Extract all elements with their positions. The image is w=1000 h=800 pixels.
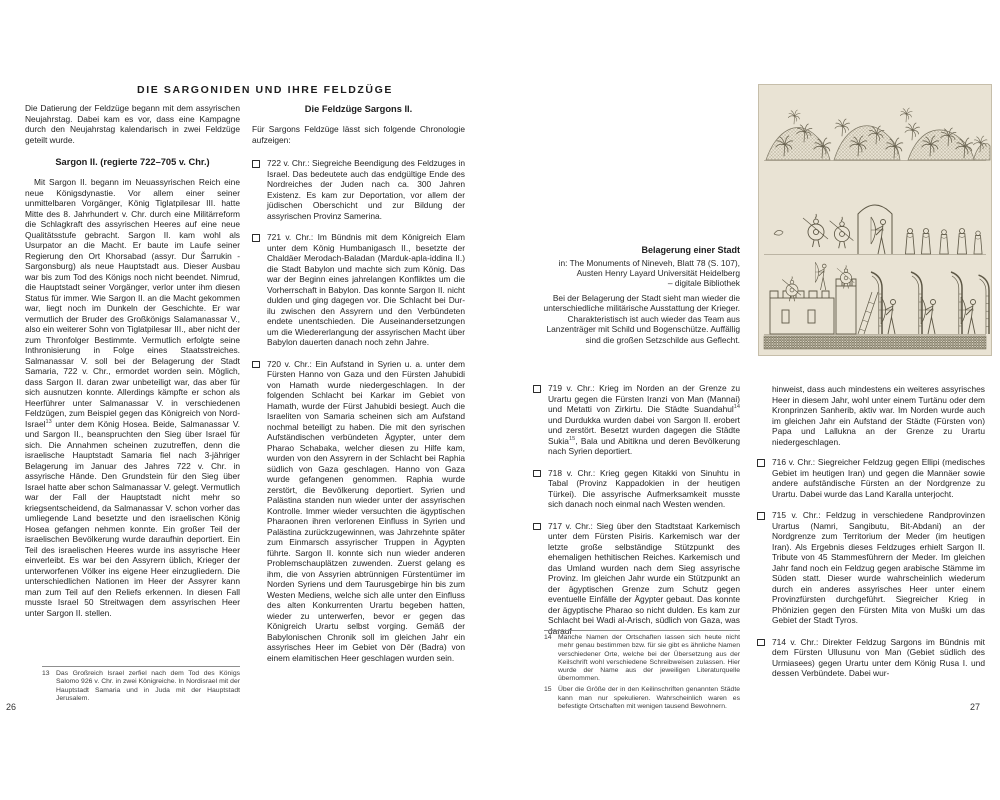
square-bullet-icon xyxy=(757,639,765,647)
entry-721 xyxy=(252,232,465,348)
square-bullet-icon xyxy=(533,523,541,531)
left-column-2 xyxy=(252,104,465,663)
square-bullet-icon xyxy=(757,459,765,467)
square-bullet-icon xyxy=(757,512,765,520)
footnote-number: 14 xyxy=(544,634,552,641)
entry-719-part1: 719 v. Chr.: Krieg im Norden an der Grenze zu Urartu gegen die Fürsten Iranzi von Man (Mannai) und Metatti von Zirkirtu. Die Städte Suandahul xyxy=(548,383,740,414)
siege-relief-illustration xyxy=(758,84,992,356)
intro-paragraph: Die Datierung der Feldzüge begann mit dem assyrischen Neujahrstag. Dabei kam es vor, dass eine Kampagne durch den Neujahrstag kalendarisch in zwei Feldzüge geteilt wurde. xyxy=(25,103,240,145)
footnote-number: 13 xyxy=(42,670,50,677)
footnote-number: 15 xyxy=(544,686,552,694)
square-bullet-icon xyxy=(533,470,541,478)
square-bullet-icon xyxy=(533,385,541,393)
caption-title: Belagerung einer Stadt xyxy=(641,245,740,255)
entry-716 xyxy=(757,457,985,499)
footnotes-right xyxy=(544,630,740,714)
caption-body: Bei der Belagerung der Stadt sieht man wieder die unterschiedliche militärische Ausstattung der Krieger. Charakteristisch ist auch wieder das Team aus Lanzenträger mit Schild und Bogenschütze. Auffällig sind die großen Setzschilde aus Geflecht. xyxy=(543,292,740,345)
caption-source-line-3: – digitale Bibliothek xyxy=(667,278,740,289)
entry-718 xyxy=(533,468,740,510)
entry-714-text: 714 v. Chr.: Direkter Feldzug Sargons im Bündnis mit dem Fürsten Ullusunu von Man (Gebiet südlich des Urmiasees) gegen Urartu unter dem König Rusa I. und dessen Verbündete. Dabei wur- xyxy=(772,636,985,678)
footnote-text: Über die Größe der in den Keilinschriften genannten Städte kann man nur spekulieren. Wahrscheinlich waren es befestigte Ortschaften mit wenigen tausend Bewohnern. xyxy=(558,686,740,710)
footnote-15 xyxy=(544,686,740,711)
square-bullet-icon xyxy=(252,160,260,168)
chronology-intro: Für Sargons Feldzüge lässt sich folgende Chronologie aufzeigen: xyxy=(252,124,465,145)
entry-719-text xyxy=(548,383,740,457)
page-number-left: 26 xyxy=(6,702,17,712)
entry-715-text: 715 v. Chr.: Feldzug in verschiedene Randprovinzen Urartus (Namri, Sangibutu, Bit-Abdani) an der Nordgrenze zum Territorium der Meder (im heutigen Iran). Als Ergebnis dieses Feldzuges erhielt Sargon II. Tribute von 45 Stammesführern der Meder. Im gleichen Jahr fand noch ein Feldzug gegen arabische Stämme im Süden statt. Dieser wurde wahrscheinlich wiederum durch ein anderes assyrisches Heer unter einem Provinzfürsten durchgeführt. Siegreicher Krieg in Phönizien gegen den Fürsten Mita von Muški um das Gebiet der Stadt Tyros. xyxy=(772,510,985,625)
right-column-1 xyxy=(533,383,740,636)
entry-715 xyxy=(757,510,985,626)
sargon-body-paragraph xyxy=(25,177,240,618)
body-text-part1: Mit Sargon II. begann im Neuassyrischen Reich eine neue Königsdynastie. Vor allem einer seiner unmittelbaren Vorgänger, König Tiglatpilesar III. hatte Mitte des 8. Jahrhundert v. Chr. durch eine Militärreform die Schlagkraft des assyrischen Heeres auf eine neue Qualitätsstufe gebracht. Sargon II. kam wohl als Usurpator an die Macht. Er baute im Laufe seiner Regierung den Ort Khorsabad (assyr. Dur Šarrukin -Sargonsburg) als neue Hauptstadt aus. Dieser Ausbau war bis zum Tod des Königs noch nicht beendet. Nimrud, die Hauptstadt seiner Vorgänger, verlor unter ihm diesen Status für immer. Wie Sargon II. an die Macht gekommen war, liegt noch im Dunkeln der Geschichte. Er war vermutlich der Bruder des Großkönigs Salamanassar V., also ein weiterer Sohn von Tiglatpilesar III., aber nicht der zum Thronfolger Bestimmte. Vermutlich erfolgte seine Inthronisierung in Folge eines Staatsstreiches. Salmanassar V. soll bei der Belagerung der Stadt Samaria, 722 v. Chr., ermordet worden sein. Möglich, dass Sargon II. daran zwar unbeteiligt war, das aber für sich ausnutzen konnte. Allerdings kämpfte er schon als Heerführer unter Salmanassar V. in verschiedenen Feldzügen, zum Beispiel gegen das Königreich von Nord-Israel xyxy=(25,177,240,429)
entry-719 xyxy=(533,383,740,457)
continuation-paragraph: hinweist, dass auch mindestens ein weiteres assyrisches Heer in diesem Jahr, wohl unter einem Turtänu oder dem Kronprinzen Sanherib, aktiv war. Im Norden wurde auch im gleichen Jahr ein Aufstand der Städte (Fürsten von) Papa und Lallukna an der Grenze zu Urartu niedergeschlagen. xyxy=(772,384,985,447)
entry-719-part3: , Bala und Abitikna und deren Bevölkerung nach Syrien deportiert. xyxy=(548,435,740,456)
entry-721-text: 721 v. Chr.: Im Bündnis mit dem Königreich Elam unter dem König Humbanigasch II., besetzte der Chaldäer Merodach-Baladan (Marduk-apla-iddina II.) die Stadt Babylon und machte sich zum König. Das war der Beginn eines jahrelangen Konfliktes um die Vorherrschaft in Babylon. Das konnte Sargon II. nicht dulden und ging dagegen vor. Die Schlacht bei Dur-ilu zwischen den Assyrern und den Verbündeten endete unentschieden. Die Auseinandersetzungen um die Wiedererlangung der assyrischen Macht über Babylon dauerten danach noch zehn Jahre. xyxy=(267,232,465,347)
footnote-text: Das Großreich Israel zerfiel nach dem Tod des Königs Salomo 926 v. Chr. in zwei Königreiche. In Nordisrael mit der Hauptstadt Samaria und in Juda mit der Hauptstadt Jerusalem. xyxy=(56,670,240,702)
entry-716-text: 716 v. Chr.: Siegreicher Feldzug gegen Ellipi (medisches Gebiet im heutigen Iran) und gegen die Mannäer sowie andere aufständische Fürsten an der Nordgrenze zu Urartu. Dabei wurde das Land Karalla unterjocht. xyxy=(772,457,985,499)
page-number-right: 27 xyxy=(970,702,981,712)
entry-714 xyxy=(757,637,985,679)
footnote-text: Manche Namen der Ortschaften lassen sich heute nicht mehr genau bestimmen bzw. für sie gibt es ähnliche Namen verschiedener Orte, welche bei der Übersetzung aus der Keilschrift wohl verschiedene Schreibweisen zulassen. Hier wurde der Name aus der jeweiligen Literaturquelle übernommen. xyxy=(558,634,740,683)
right-column-2 xyxy=(757,384,985,679)
entry-722 xyxy=(252,158,465,221)
entry-720-text: 720 v. Chr.: Ein Aufstand in Syrien u. a. unter dem Fürsten Hanno von Gaza und den Fürsten Jahubidi von Hamath wurde niedergeschlagen. In der folgenden Schlacht bei Karkar im Gebiet von Hamath, wurde der Fürst Jahubidi besiegt. Auch die Israeliten von Samaria scheinen sich am Aufstand nochmal beteiligt zu haben. Die mit den syrischen Aufständischen verbündeten Ägypter, unter dem Pharao Schabaka, welcher diesen zu Hilfe kam, wurden von den Assyrern in der Schlacht bei Raphia südlich von Gaza geschlagen. Hanno von Gaza wurde gefangenen genommen. Raphia wurde zerstört, die Bevölkerung deportiert. Syrien und Palästina standen nun wieder unter der assyrischen Kontrolle. Immer wieder versuchten die ägyptischen Pharaonen ihren verlorenen Einfluss in Syrien und Palästina zurückzugewinnen, was Jahrzehnte später zum Einmarsch assyrischer Truppen in Ägypten führte. Sargon II. konnte sich nun wieder anderen Problemschauplätzen zuwenden. Zuerst gelang es ihm, die von Assyrien abtrünnigen Fürstentümer im Norden Syriens und dem Taurusgebirge hin bis zum Westen Mediens, welche sich alle unter den Einfluss des alten Konkurrenten Urartu begeben hatten, wieder zu unterwerfen, bevor er gegen das Königreich Urartu selbst vorging. Gemäß der Babylonischen Chronik soll im gleichen Jahr ein assyrisches Heer im Gebiet von Dēr (Badra) von einem elamitischen Heer geschlagen wurden sein. xyxy=(267,358,465,663)
entry-717-text: 717 v. Chr.: Sieg über den Stadtstaat Karkemisch unter dem Fürsten Pisiris. Karkemisch war der letzte große selbständige Stützpunkt des ehemaligen hethitischen Reiches. Karkemisch und das Umland wurden nach dem Sieg assyrische Provinz. Im gleichen Jahr wurde ein Stützpunkt an der ägyptischen Grenze zum Schutz gegen eventuelle Einfälle der Ägypter gebaut. Das konnte der ägyptische Pharao so nicht dulden. Es kam zur Schlacht bei Wadi al-Arisch, südlich von Gaza, was darauf xyxy=(548,520,740,636)
page-title: DIE SARGONIDEN UND IHRE FELDZÜGE xyxy=(137,84,393,96)
square-bullet-icon xyxy=(252,361,260,369)
entry-718-text: 718 v. Chr.: Krieg gegen Kitakki von Sinuhtu in Tabal (Provinz Kappadokien in der heutigen Türkei). Die assyrische Aufmerksamkeit musste sich danach noch einmal nach Westen wenden. xyxy=(548,467,740,509)
body-text-part2: unter dem König Hosea. Beide, Salmanassar V. und Sargon II., beanspruchten den Sieg über Israel für sich. Die Annahmen scheinen zuzutreffen, denn die israelische Hauptstadt Samaria fiel nach 3-jähriger Belagerung im Januar des Jahres 722 v. Chr. in assyrische Hände. Den Grundstein für den Sieg über Israel hatte aber schon Salmanassar V. gelegt. Vermutlich war der Fall der Hauptstadt nicht mehr so kriegsentscheidend, da Salmanassar V. schon vorher das umliegende Land besetzte und den israelischen König Hosea gefangen nehmen konnte. Ein großer Teil der israelischen Bevölkerung wurde daraufhin deportiert. Ein Teil des israelischen Heeres wurde ins assyrische Heer einverleibt. Es war bei den Assyrern üblich, Krieger der unterworfenen Völker ins eigene Heer einzugliedern. Die unterschiedlichen Nationen im Heer der Assyrer kann man zum Teil auf den Reliefs erkennen. In diesen Fall musste Israel 50 Streitwagen dem assyrischen Heer unter Sargon II. stellen. xyxy=(25,418,240,618)
entry-717 xyxy=(533,521,740,637)
footnote-ref-13: 13 xyxy=(45,418,52,425)
section-heading-sargon: Sargon II. (regierte 722–705 v. Chr.) xyxy=(55,157,210,167)
footnote-13 xyxy=(42,670,240,703)
image-caption xyxy=(533,245,740,345)
left-column-1 xyxy=(25,103,240,618)
entry-720 xyxy=(252,359,465,664)
footnote-ref-15: 15 xyxy=(568,435,576,442)
caption-source-line-2: Austen Henry Layard Universität Heidelberg xyxy=(576,268,740,279)
caption-source-line-1: in: The Monuments of Nineveh, Blatt 78 (S. 107), xyxy=(558,258,740,268)
footnotes-left xyxy=(42,666,240,706)
entry-722-text: 722 v. Chr.: Siegreiche Beendigung des Feldzuges in Israel. Das bedeutete auch das endgültige Ende des Nordreiches der Juden nach ca. 300 Jahren Existenz. Es kam zur Deportation, vor allem der jüdischen Oberschicht und zur Bildung der assyrischen Provinz Samerina. xyxy=(267,158,465,221)
entry-719-part2: und Durdukka wurden dabei von Sargon II. erobert und zerstört. Besetzt wurden dagegen die Städte Sukia xyxy=(548,414,740,446)
square-bullet-icon xyxy=(252,234,260,242)
feldzuege-heading: Die Feldzüge Sargons II. xyxy=(304,104,413,114)
footnote-14 xyxy=(544,634,740,684)
footnote-ref-14: 14 xyxy=(733,404,740,411)
